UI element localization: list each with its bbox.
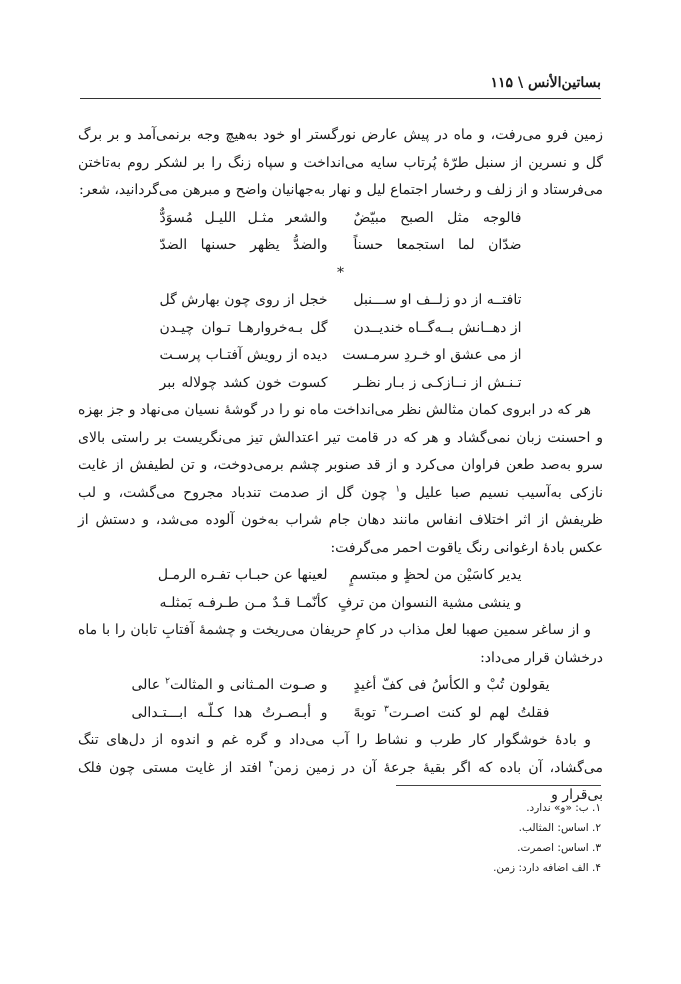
hemistich-second: والضدُّ یظهر حسنها الضدّ: [159, 237, 328, 253]
verse-line: [78, 205, 603, 233]
poem-persian: [78, 287, 603, 397]
paragraph-1: زمین فرو می‌رفت، و ماه در پیش عارض نورگستر او خود به‌هیچ وجه برنمی‌آمد و بر برگ گل و نسرین از سنبل طرّهٔ پُرتاب سایه می‌انداخت و سپاه زنگ را بر لشکر روم به‌تاختن می‌فرستاد و از زلف و رخسار اجتماع لیل و نهار به‌جهانیان واضح و مبرهن می‌گردانید، شعر:: [78, 127, 603, 198]
poem-arabic-3: [78, 672, 603, 727]
hemistich-first: از می عشق او خـردِ سرمـست: [342, 347, 522, 363]
running-head: بساتین‌الأنس \ ۱۱۵: [490, 75, 601, 91]
hemistich-second: دیده از رویش آفتـاب پرسـت: [159, 347, 328, 363]
verse-line: [78, 700, 603, 728]
verse-line: [78, 562, 603, 590]
verse-line: [78, 342, 603, 370]
hemistich-first: یقولون تُبْ و الکأسُ فی کفّ أغیدٍ: [353, 677, 550, 693]
hemistich-first: تـنـش از نــازکـی ز بـار نظـر: [353, 374, 522, 391]
verse-line: [78, 232, 603, 260]
hemistich-second: کسوت خون کشد چولاله ببر: [159, 374, 328, 391]
hemistich-text: فقلتُ لهم لو کنت اصـرت: [388, 704, 550, 721]
hemistich-second: خجل از روی چون بهارش گل: [159, 292, 328, 308]
hemistich-text: و صـوت المـثانی و المثالت: [170, 677, 328, 693]
paragraph-2-text: هر که در ابروی کمان مثالش نظر می‌انداخت ماه نو را در گوشهٔ نسیان می‌نهاد و جز بهزه و احسنت زبان نمی‌گشاد و هر که در قامت تیر اعتدالش تیز می‌نگریست بر راستی بالای سرو به‌صد طعن فراوان می‌کرد و از قد صنوبر چشم برمی‌دوخت، و تن لطیفش از غایت نازکی به‌آسیب نسیم صبا علیل و: [78, 402, 604, 501]
verse-line: [78, 315, 603, 343]
hemistich-first: و ینشی مشیة النسوان من ترفٍ: [337, 594, 522, 611]
hemistich-first: [354, 700, 550, 728]
paragraph-2-text-cont: چون گل از صدمت تندباد مجروح می‌گشت، و لب ظریفش از اثر اختلاف انفاس مانند دهان جام شراب به‌خون آلوده می‌شد، و دستش از عکس بادهٔ ارغوانی رنگ یاقوت احمر می‌گرفت:: [78, 484, 603, 556]
paragraph-4-text: و بادهٔ خوشگوار کار طرب و نشاط را آب می‌داد و گره غم و اندوه از دل‌های تنگ می‌گشاد، آن باده که اگر بقیهٔ جرعهٔ آن در زمین زمن: [78, 732, 603, 776]
footnote-ref-1[interactable]: ۱: [395, 483, 401, 494]
hemistich-first: تافتــه از دو زلــف او ســـنبل: [353, 292, 522, 308]
footnote-rule: [396, 785, 601, 786]
hemistich-first: فالوجه مثل الصبح مبیّضٌ: [353, 209, 522, 226]
paragraph-4-text-cont: افتد از غایت مستی چون فلک بی‌قرار و: [78, 759, 603, 803]
hemistich-first: یدیر کاسَیْن من لحظٍ و مبتسمٍ: [349, 567, 522, 583]
hemistich-second: لعینها عن حبـاب تفـره الرمـل: [157, 567, 328, 583]
hemistich-second: [132, 672, 328, 700]
verse-line: [78, 590, 603, 618]
poem-arabic-2: [78, 562, 603, 617]
footnote-ref-2[interactable]: ۲: [165, 676, 170, 687]
hemistich-second: والشعر مثـل اللیـل مُسوَدٌّ: [159, 209, 328, 226]
poem-arabic-1: [78, 205, 603, 260]
section-separator: *: [337, 264, 344, 281]
footnote-3: ۳. اساس: اصمرت.: [517, 842, 601, 854]
footnote-2: ۲. اساس: المثالب.: [518, 822, 601, 834]
hemistich-first: ضدّان لما استجمعا حسناً: [353, 237, 522, 253]
footnote-ref-4[interactable]: ۴: [268, 758, 274, 769]
footnotes: [80, 798, 601, 878]
verse-line: [78, 672, 603, 700]
verse-line: [78, 370, 603, 398]
footnote-1: ۱. ب: «و» ندارد.: [526, 802, 601, 814]
hemistich-text-end: عالی: [131, 677, 166, 693]
hemistich-second: کأنّمـا قـدٌ مـن طـرفـه بَمثلـه: [159, 594, 328, 611]
hemistich-second: و أبـصـرتُ هدا کـلّـه ابـــتـدالی: [131, 704, 328, 721]
main-text: [78, 122, 603, 810]
paragraph-2: [78, 397, 603, 562]
header-rule: [80, 98, 601, 99]
verse-line: [78, 287, 603, 315]
hemistich-text-end: توبهً: [353, 704, 384, 721]
footnote-ref-3[interactable]: ۳: [383, 703, 389, 714]
hemistich-second: گل بـه‌خروارهـا تـوان چیـدن: [159, 319, 328, 336]
footnote-4: ۴. الف اضافه دارد: زمن.: [493, 862, 601, 874]
paragraph-3: و از ساغر سمین صهبا لعل مذاب در کامِ حریفان می‌ریخت و چشمهٔ آفتابِ تابان را با ماه درخشان قرار می‌داد:: [78, 622, 603, 666]
hemistich-first: از دهــانش بــه‌گــاه خندیــدن: [353, 319, 522, 336]
